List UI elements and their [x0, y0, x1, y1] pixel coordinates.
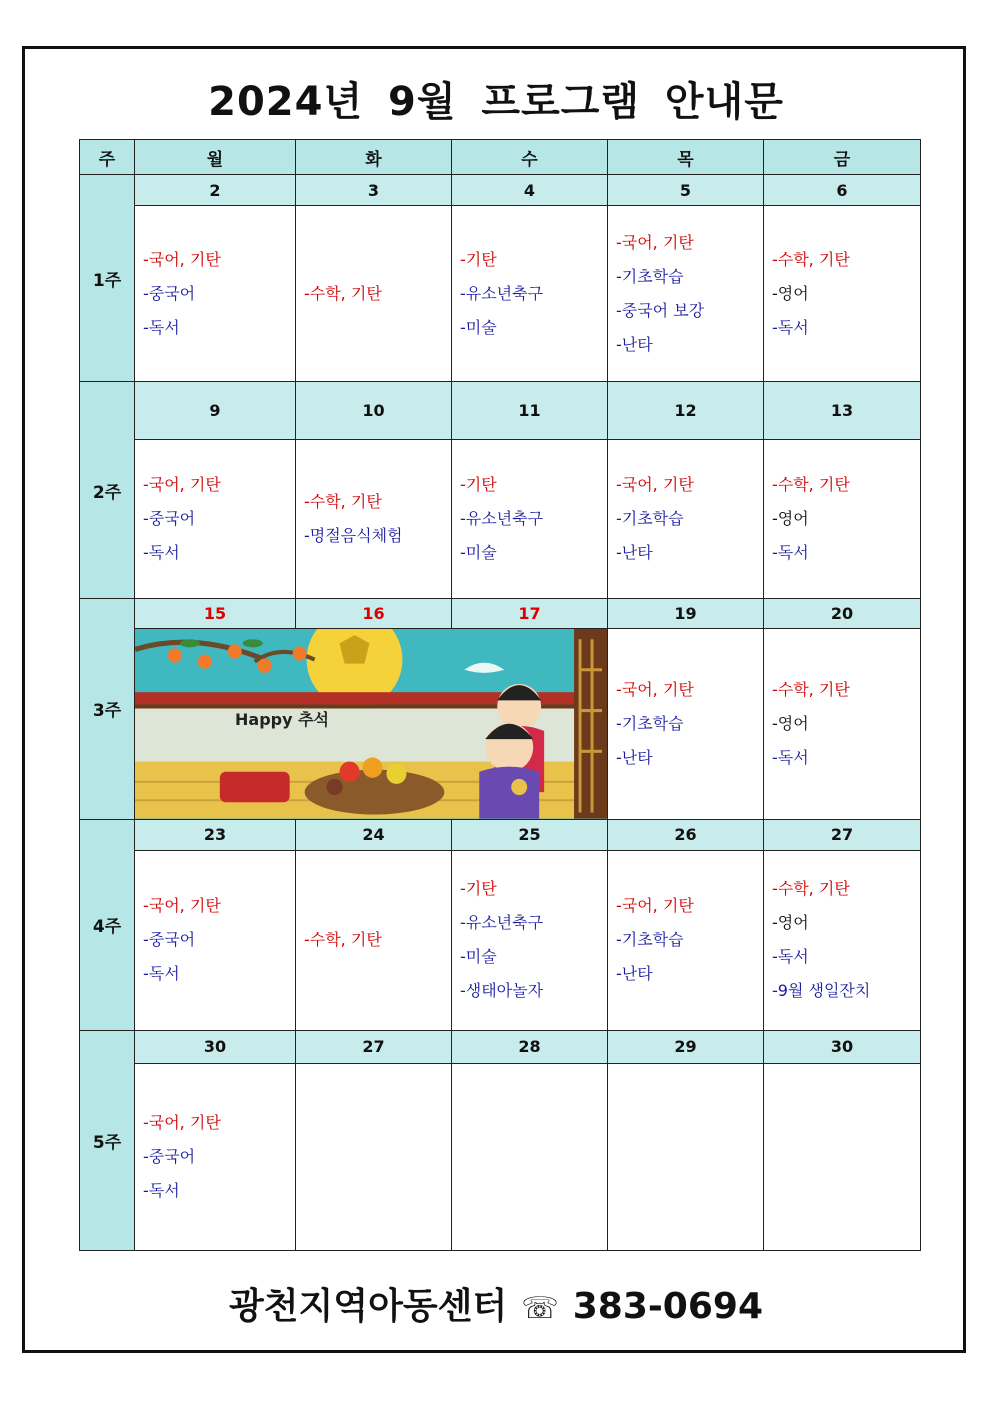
- date-cell: 13: [764, 382, 921, 440]
- program-item: -난타: [616, 747, 653, 767]
- date-cell: 27: [764, 819, 921, 850]
- header-day: 월: [135, 140, 296, 175]
- program-item: -독서: [143, 543, 180, 562]
- date-cell: 10: [296, 382, 452, 440]
- week-label: 3주: [80, 599, 135, 820]
- header-day: 목: [608, 140, 764, 175]
- program-cell: [452, 440, 608, 599]
- program-row: [80, 629, 921, 820]
- program-item: -중국어: [143, 1146, 196, 1166]
- program-item: -난타: [616, 334, 653, 354]
- program-cell: [135, 440, 296, 599]
- program-item: -국어, 기탄: [143, 475, 221, 494]
- program-item: -기초학습: [616, 930, 684, 950]
- program-item: -9월 생일잔치: [772, 981, 871, 1001]
- date-cell: 28: [452, 1030, 608, 1063]
- program-item: -난타: [616, 543, 653, 562]
- program-item: -수학, 기탄: [772, 679, 850, 699]
- header-week: 주: [80, 140, 135, 175]
- date-cell: 25: [452, 819, 608, 850]
- date-cell: 17: [452, 599, 608, 629]
- program-cell: [296, 1063, 452, 1250]
- program-item: -중국어: [143, 930, 196, 950]
- program-item: -명절음식체험: [304, 526, 403, 545]
- program-item: -수학, 기탄: [772, 249, 850, 269]
- program-item: -영어: [772, 283, 809, 303]
- date-cell: 11: [452, 382, 608, 440]
- program-item: -중국어: [143, 283, 196, 303]
- program-item: -수학, 기탄: [304, 283, 382, 303]
- program-item: -기초학습: [616, 509, 684, 528]
- program-item: -미술: [460, 317, 497, 337]
- date-cell: 20: [764, 599, 921, 629]
- program-item: -기탄: [460, 475, 497, 494]
- program-cell: [608, 850, 764, 1030]
- phone-icon: ☏: [521, 1290, 559, 1326]
- program-cell: [296, 850, 452, 1030]
- program-cell: [452, 1063, 608, 1250]
- date-cell: 5: [608, 175, 764, 206]
- program-item: -생태아놀자: [460, 981, 544, 1001]
- program-item: -영어: [772, 713, 809, 733]
- program-cell: [608, 206, 764, 382]
- week-label: 1주: [80, 175, 135, 382]
- program-row: [80, 440, 921, 599]
- program-item: -독서: [772, 947, 809, 967]
- date-row: [80, 1030, 921, 1063]
- header-day: 금: [764, 140, 921, 175]
- program-cell: [608, 629, 764, 820]
- program-cell: [764, 206, 921, 382]
- program-row: [80, 850, 921, 1030]
- program-item: -국어, 기탄: [616, 896, 694, 916]
- program-item: -중국어 보강: [616, 300, 705, 320]
- program-calendar: [79, 139, 921, 1251]
- program-item: -수학, 기탄: [304, 492, 382, 511]
- date-row: [80, 175, 921, 206]
- program-item: -유소년축구: [460, 283, 544, 303]
- header-day: 수: [452, 140, 608, 175]
- program-item: -영어: [772, 509, 809, 528]
- date-row: [80, 819, 921, 850]
- program-row: [80, 206, 921, 382]
- program-item: -기탄: [460, 249, 497, 269]
- date-cell: 4: [452, 175, 608, 206]
- date-cell: 2: [135, 175, 296, 206]
- program-item: -독서: [143, 964, 180, 984]
- chuseok-image-icon: [135, 629, 607, 819]
- date-cell: 16: [296, 599, 452, 629]
- date-cell: 9: [135, 382, 296, 440]
- program-item: -유소년축구: [460, 509, 544, 528]
- chuseok-banner-text: Happy 추석: [235, 710, 330, 729]
- date-cell: 26: [608, 819, 764, 850]
- date-cell: 23: [135, 819, 296, 850]
- program-item: -국어, 기탄: [616, 232, 694, 252]
- program-item: -국어, 기탄: [616, 475, 694, 494]
- program-cell: [135, 1063, 296, 1250]
- program-item: -국어, 기탄: [143, 1112, 221, 1132]
- program-cell: [452, 850, 608, 1030]
- program-item: -수학, 기탄: [772, 879, 850, 899]
- program-item: -국어, 기탄: [143, 249, 221, 269]
- program-cell: [764, 850, 921, 1030]
- week-label: 4주: [80, 819, 135, 1030]
- program-item: -기탄: [460, 879, 497, 899]
- program-item: -독서: [772, 747, 809, 767]
- date-cell: 30: [764, 1030, 921, 1063]
- week-label: 5주: [80, 1030, 135, 1250]
- program-item: -유소년축구: [460, 913, 544, 933]
- program-row: [80, 1063, 921, 1250]
- date-cell: 15: [135, 599, 296, 629]
- date-cell: 12: [608, 382, 764, 440]
- page-title: 2024년 9월 프로그램 안내문: [208, 79, 784, 125]
- program-item: -독서: [143, 317, 180, 337]
- footer: [0, 1278, 992, 1329]
- program-item: -수학, 기탄: [304, 930, 382, 950]
- center-name: 광천지역아동센터: [228, 1286, 508, 1327]
- program-cell: [135, 206, 296, 382]
- header-day: 화: [296, 140, 452, 175]
- chuseok-illustration: [135, 629, 607, 819]
- program-item: -난타: [616, 964, 653, 984]
- program-item: -수학, 기탄: [772, 475, 850, 494]
- date-cell: 19: [608, 599, 764, 629]
- program-cell: [764, 1063, 921, 1250]
- phone-number: 383-0694: [572, 1286, 764, 1327]
- program-item: -미술: [460, 543, 497, 562]
- program-cell: [296, 440, 452, 599]
- program-item: -독서: [143, 1180, 180, 1200]
- date-cell: 27: [296, 1030, 452, 1063]
- calendar-header-row: [80, 140, 921, 175]
- program-item: -독서: [772, 317, 809, 337]
- date-cell: 24: [296, 819, 452, 850]
- chuseok-banner: [135, 629, 608, 820]
- program-cell: [608, 1063, 764, 1250]
- program-cell: [296, 206, 452, 382]
- program-item: -국어, 기탄: [616, 679, 694, 699]
- date-cell: 30: [135, 1030, 296, 1063]
- date-cell: 29: [608, 1030, 764, 1063]
- program-item: -중국어: [143, 509, 196, 528]
- program-item: -영어: [772, 913, 809, 933]
- program-cell: [764, 440, 921, 599]
- program-cell: [452, 206, 608, 382]
- program-cell: [135, 850, 296, 1030]
- program-item: -국어, 기탄: [143, 896, 221, 916]
- program-item: -미술: [460, 947, 497, 967]
- program-item: -기초학습: [616, 266, 684, 286]
- date-cell: 6: [764, 175, 921, 206]
- program-item: -독서: [772, 543, 809, 562]
- date-row: [80, 599, 921, 629]
- date-row: [80, 382, 921, 440]
- date-cell: 3: [296, 175, 452, 206]
- program-item: -기초학습: [616, 713, 684, 733]
- program-cell: [764, 629, 921, 820]
- week-label: 2주: [80, 382, 135, 599]
- program-cell: [608, 440, 764, 599]
